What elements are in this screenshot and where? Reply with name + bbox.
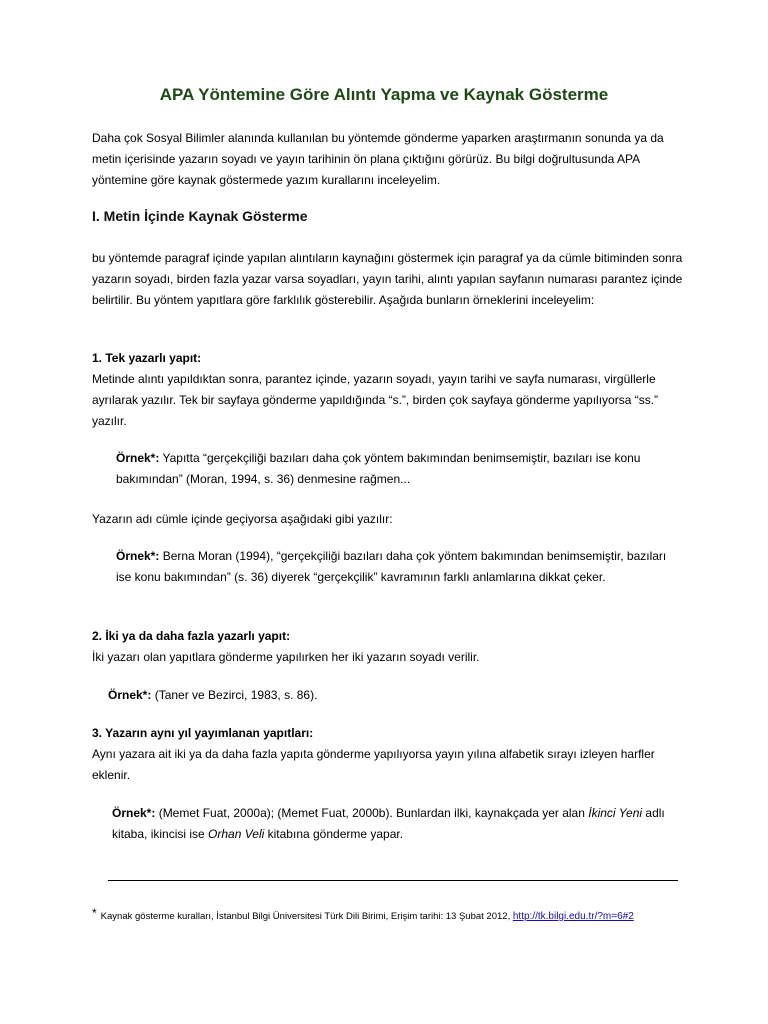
footnote-link[interactable]: http://tk.bilgi.edu.tr/?m=6#2 [512,911,634,922]
example-4 [96,803,682,845]
example-text: (Memet Fuat, 2000a); (Memet Fuat, 2000b). Bunlardan ilki, kaynakçada yer alan [155,806,589,820]
example-label: Örnek*: [112,806,156,820]
note-paragraph: Yazarın adı cümle içinde geçiyorsa aşağıdaki gibi yazılır: [92,512,393,526]
book-title: İkinci Yeni [588,806,643,820]
subsection-2-heading: 2. İki ya da daha fazla yazarlı yapıt: [92,629,291,643]
example-1 [116,448,676,490]
example-text: Berna Moran (1994), “gerçekçiliği bazıları daha çok yöntem bakımından benimsemiştir, bazıları ise konu bakımından” (s. 36) diyerek “gerçekçilik” kavramının farklı anlamlarına dikkat çeker. [116,549,667,584]
example-text: (Taner ve Bezirci, 1983, s. 86). [151,688,318,702]
book-title: Orhan Veli [208,827,265,841]
subsection-1-paragraph: Metinde alıntı yapıldıktan sonra, parantez içinde, yazarın soyadı, yayın tarihi ve sayfa numarası, virgüllerle ayrılarak yazılır. Tek bir sayfaya gönderme yapıldığında “s.”, birden çok sayfaya gönderme yapılıyorsa “ss.” yazılır. [92,372,659,428]
page-title: APA Yöntemine Göre Alıntı Yapma ve Kaynak Gösterme [159,85,609,104]
intro-paragraph: Daha çok Sosyal Bilimler alanında kullanılan bu yöntemde gönderme yaparken araştırmanın sonunda ya da metin içerisinde yazarın soyadı ve yayın tarihinin ön plana çıktığını görürüz. Bu bilgi doğrultusunda APA yöntemine göre kaynak göstermede yazım kurallarını inceleyelim. [92,131,664,187]
example-text: kitabına gönderme yapar. [264,827,404,841]
example-label: Örnek*: [108,688,152,702]
example-3 [108,685,668,706]
footnote-divider [108,880,678,881]
subsection-2-paragraph: İki yazarı olan yapıtlara gönderme yapılırken her iki yazarın soyadı verilir. [92,650,480,664]
subsection-3-paragraph: Aynı yazara ait iki ya da daha fazla yapıta gönderme yapılıyorsa yayın yılına alfabetik sırayı izleyen harfler eklenir. [92,747,655,782]
example-label: Örnek*: [116,451,160,465]
example-text: Yapıtta “gerçekçiliği bazıları daha çok yöntem bakımından benimsemiştir, bazıları ise konu bakımından” (Moran, 1994, s. 36) denmesine rağmen... [116,451,641,486]
subsection-1-heading: 1. Tek yazarlı yapıt: [92,351,202,365]
example-text: adlı kitaba, ikincisi ise [112,806,665,841]
subsection-3-heading: 3. Yazarın aynı yıl yayımlanan yapıtları: [92,726,314,740]
example-2 [116,546,676,588]
example-label: Örnek*: [116,549,160,563]
footnote-marker: * [92,906,97,920]
section-paragraph: bu yöntemde paragraf içinde yapılan alıntıların kaynağını göstermek için paragraf ya da cümle bitiminden sonra yazarın soyadı, birden fazla yazar varsa soyadları, yayın tarihi, alıntı yapılan sayfanın numarası parantez içinde belirtilir. Bu yöntem yapıtlara göre farklılık gösterebilir. Aşağıda bunların örneklerini inceleyelim: [92,251,683,307]
footnote-text: Kaynak gösterme kuralları, İstanbul Bilgi Üniversitesi Türk Dili Birimi, Erişim tarihi: 13 Şubat 2012, [100,911,513,922]
footnote [92,906,634,922]
section-heading: I. Metin İçinde Kaynak Gösterme [92,208,308,224]
